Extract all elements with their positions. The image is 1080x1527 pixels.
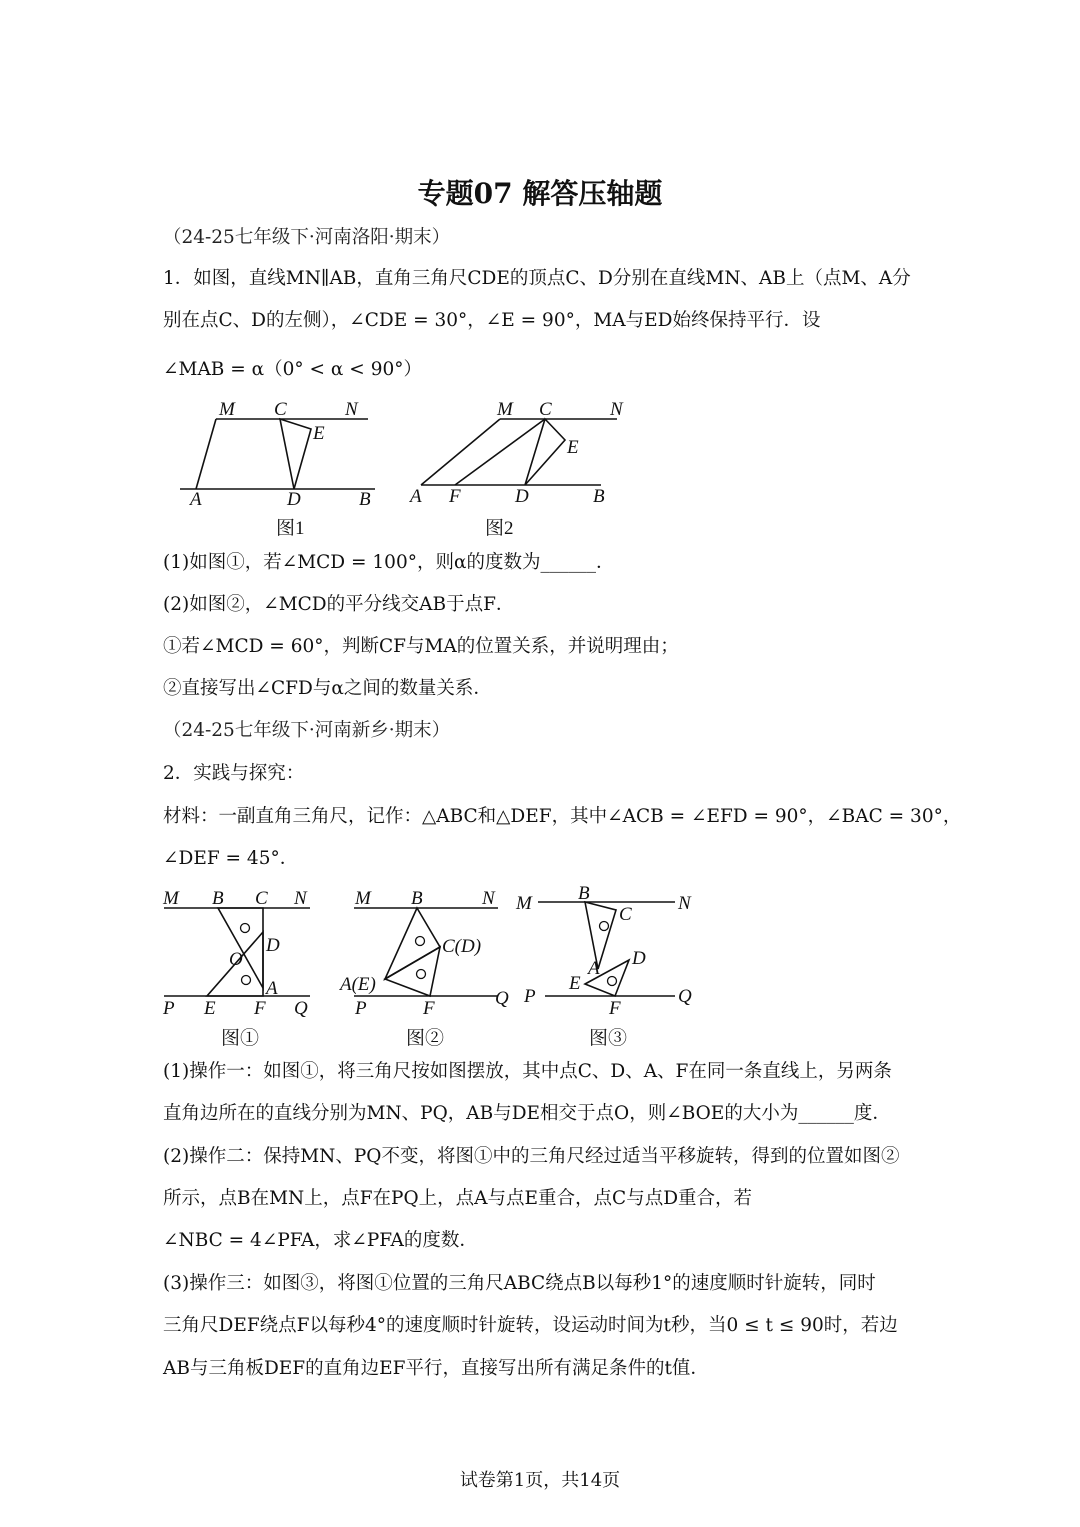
label-p: P <box>355 998 367 1019</box>
q1-figure-1 <box>180 395 390 545</box>
label-q: Q <box>678 986 692 1007</box>
label-m: M <box>516 893 532 914</box>
q2-part1-line2: 直角边所在的直线分别为MN、PQ，AB与DE相交于点O，则∠BOE的大小为______度． <box>163 1103 891 1124</box>
figure-caption: 图1 <box>276 518 305 539</box>
label-f: F <box>254 998 266 1019</box>
label-a-e: A(E) <box>340 974 376 995</box>
label-n: N <box>345 399 358 420</box>
q2-part3-line2: 三角尺DEF绕点F以每秒4°的速度顺时针旋转，设运动时间为t秒，当0 ≤ t ≤ 90时，若边 <box>163 1315 898 1336</box>
q1-stem-line2: 别在点C、D的左侧），∠CDE = 30°，∠E = 90°，MA与ED始终保持平行．设 <box>163 310 821 331</box>
q2-material-line1: 材料：一副直角三角尺，记作：△ABC和△DEF，其中∠ACB = ∠EFD = 90°，∠BAC = 30°， <box>163 806 962 827</box>
set-square-hole <box>416 937 425 946</box>
triangle-def <box>385 947 440 996</box>
q1-source: （24-25七年级下·河南洛阳·期末） <box>163 227 451 248</box>
label-m: M <box>497 399 513 420</box>
q2-figure-1 <box>160 885 320 1050</box>
label-d: D <box>632 948 646 969</box>
label-m: M <box>355 888 371 909</box>
figure-caption: 图① <box>221 1028 260 1049</box>
figure-caption: 图2 <box>485 518 514 539</box>
label-c: C <box>619 904 632 925</box>
label-e: E <box>569 973 581 994</box>
label-f: F <box>609 998 621 1019</box>
label-d: D <box>266 935 280 956</box>
q1-part2: (2)如图②，∠MCD的平分线交AB于点F． <box>163 594 515 615</box>
q1-part2-2: ②直接写出∠CFD与α之间的数量关系． <box>163 678 492 699</box>
figure-caption: 图② <box>406 1028 445 1049</box>
label-b: B <box>212 888 224 909</box>
set-square-hole <box>241 924 250 933</box>
label-c: C <box>255 888 268 909</box>
label-n: N <box>610 399 623 420</box>
label-a: A <box>410 486 422 507</box>
label-p: P <box>524 986 536 1007</box>
triangle-abc <box>385 908 440 979</box>
q1-stem-line1: 1．如图，直线MN∥AB，直角三角尺CDE的顶点C、D分别在直线MN、AB上（点M、A分 <box>163 268 911 289</box>
label-b: B <box>411 888 423 909</box>
q2-part2-line3: ∠NBC = 4∠PFA，求∠PFA的度数． <box>163 1230 478 1251</box>
q1-stem-line3: ∠MAB = α（0° < α < 90°） <box>163 359 422 380</box>
label-m: M <box>163 888 179 909</box>
label-c: C <box>274 399 287 420</box>
q2-part3-line1: (3)操作三：如图③，将图①位置的三角尺ABC绕点B以每秒1°的速度顺时针旋转，同时 <box>163 1273 876 1294</box>
segment-ma <box>421 419 500 485</box>
label-c-d: C(D) <box>442 936 482 957</box>
q2-source: （24-25七年级下·河南新乡·期末） <box>163 720 451 741</box>
label-q: Q <box>294 998 308 1019</box>
q1-figure-2 <box>405 395 635 545</box>
q2-part3-line3: AB与三角板DEF的直角边EF平行，直接写出所有满足条件的t值． <box>163 1358 709 1379</box>
q2-part2-line1: (2)操作二：保持MN、PQ不变，将图①中的三角尺经过适当平移旋转，得到的位置如图② <box>163 1146 900 1167</box>
set-square-hole <box>417 970 426 979</box>
label-b: B <box>359 489 371 510</box>
label-a: A <box>190 489 202 510</box>
label-b: B <box>578 883 590 904</box>
label-a: A <box>588 958 600 979</box>
label-n: N <box>294 888 307 909</box>
label-o: O <box>229 949 243 970</box>
label-d: D <box>515 486 529 507</box>
label-c: C <box>539 399 552 420</box>
q2-part1-line1: (1)操作一：如图①，将三角尺按如图摆放，其中点C、D、A、F在同一条直线上，另两条 <box>163 1061 892 1082</box>
q2-figure-3 <box>512 882 702 1050</box>
set-square-hole <box>608 977 617 986</box>
label-f: F <box>423 998 435 1019</box>
triangle-cde <box>280 419 311 489</box>
label-e: E <box>313 423 325 444</box>
page-footer: 试卷第1页，共14页 <box>459 1470 621 1491</box>
label-n: N <box>678 893 691 914</box>
page-title: 专题07 解答压轴题 <box>417 177 663 210</box>
label-q: Q <box>495 988 509 1009</box>
label-p: P <box>163 998 175 1019</box>
q2-material-line2: ∠DEF = 45°． <box>163 848 299 869</box>
set-square-hole <box>600 922 609 931</box>
label-m: M <box>219 399 235 420</box>
q1-part2-1: ①若∠MCD = 60°，判断CF与MA的位置关系，并说明理由； <box>163 636 679 657</box>
label-b: B <box>593 486 605 507</box>
label-f: F <box>449 486 461 507</box>
q2-stem: 2．实践与探究： <box>163 763 305 784</box>
figure-caption: 图③ <box>589 1028 628 1049</box>
q2-figure-2 <box>338 885 518 1050</box>
set-square-hole <box>242 976 251 985</box>
label-a: A <box>266 978 278 999</box>
segment-cf <box>455 419 545 485</box>
segment-ma <box>196 419 216 489</box>
q1-part1: (1)如图①，若∠MCD = 100°，则α的度数为______． <box>163 552 615 573</box>
label-d: D <box>287 489 301 510</box>
q2-part2-line2: 所示，点B在MN上，点F在PQ上，点A与点E重合，点C与点D重合，若 <box>163 1188 753 1209</box>
label-e: E <box>204 998 216 1019</box>
label-e: E <box>567 437 579 458</box>
label-n: N <box>482 888 495 909</box>
